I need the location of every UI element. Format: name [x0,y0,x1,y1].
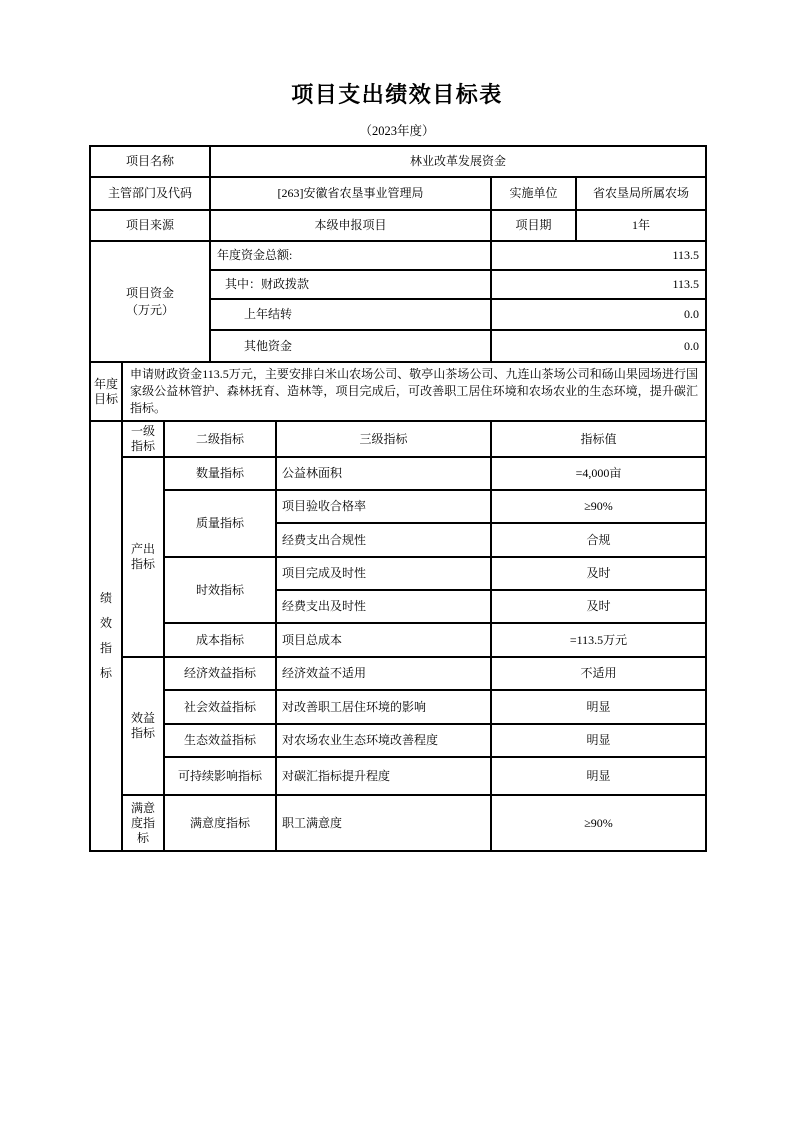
source-value: 本级申报项目 [210,210,491,241]
period-value: 1年 [576,210,706,241]
funding-item-value: 113.5 [491,241,706,270]
l2-cell: 时效指标 [164,557,276,623]
l2-cell: 质量指标 [164,490,276,557]
l3-cell: 项目完成及时性 [276,557,491,590]
l2-cell: 经济效益指标 [164,657,276,690]
l3-cell: 职工满意度 [276,795,491,851]
project-name-label: 项目名称 [90,146,210,177]
annual-goal-row [90,362,706,421]
header-l3: 三级指标 [276,421,491,457]
period-label: 项目期 [491,210,576,241]
value-cell: 明显 [491,757,706,795]
l2-cell: 满意度指标 [164,795,276,851]
value-cell: 明显 [491,690,706,724]
value-cell: 及时 [491,557,706,590]
indicator-row [90,657,706,690]
funding-item-label: 年度资金总额: [210,241,491,270]
funding-item-value: 113.5 [491,270,706,299]
indicator-row [90,690,706,724]
indicator-row [90,557,706,590]
l3-cell: 经费支出合规性 [276,523,491,557]
value-cell: ≥90% [491,795,706,851]
dept-value: [263]安徽省农垦事业管理局 [210,177,491,210]
l2-cell: 数量指标 [164,457,276,490]
indicator-row [90,457,706,490]
value-cell: 明显 [491,724,706,757]
indicator-row [90,490,706,523]
l3-cell: 经济效益不适用 [276,657,491,690]
value-cell: 不适用 [491,657,706,690]
annual-goal-text: 申请财政资金113.5万元，主要安排白米山农场公司、敬亭山茶场公司、九连山茶场公司和砀山果园场进行国家级公益林管护、森林抚育、造林等，项目完成后，可改善职工居住环境和农场农业的生态环境，提升碳汇指标。 [122,362,706,421]
page-title: 项目支出绩效目标表 [291,82,503,107]
funding-item-value: 0.0 [491,330,706,362]
dept-label: 主管部门及代码 [90,177,210,210]
source-label: 项目来源 [90,210,210,241]
header-value: 指标值 [491,421,706,457]
annual-goal-label: 年度目标 [90,362,122,421]
value-cell: =4,000亩 [491,457,706,490]
value-cell: 合规 [491,523,706,557]
page-subtitle: （2023年度） [359,124,435,138]
value-cell: =113.5万元 [491,623,706,657]
l2-cell: 可持续影响指标 [164,757,276,795]
l3-cell: 对改善职工居住环境的影响 [276,690,491,724]
table-row [90,146,706,177]
l3-cell: 公益林面积 [276,457,491,490]
l1-cell: 产出指标 [122,457,164,657]
table-row [90,210,706,241]
l3-cell: 对农场农业生态环境改善程度 [276,724,491,757]
l3-cell: 项目验收合格率 [276,490,491,523]
funding-item-label: 其中：财政拨款 [210,270,491,299]
funding-item-value: 0.0 [491,299,706,330]
indicator-row [90,623,706,657]
indicator-row [90,795,706,851]
value-cell: 及时 [491,590,706,623]
header-l2: 二级指标 [164,421,276,457]
project-name-value: 林业改革发展资金 [210,146,706,177]
l1-cell: 效益指标 [122,657,164,795]
l3-cell: 项目总成本 [276,623,491,657]
table-row [90,177,706,210]
funding-item-label: 其他资金 [210,330,491,362]
indicator-row [90,757,706,795]
l2-cell: 生态效益指标 [164,724,276,757]
l2-cell: 成本指标 [164,623,276,657]
indicator-row [90,724,706,757]
l1-cell: 满意度指标 [122,795,164,851]
performance-target-table [89,145,707,852]
value-cell: ≥90% [491,490,706,523]
l3-cell: 经费支出及时性 [276,590,491,623]
impl-unit-value: 省农垦局所属农场 [576,177,706,210]
l2-cell: 社会效益指标 [164,690,276,724]
indicator-group-label: 绩效指标 [90,421,122,851]
funding-item-label: 上年结转 [210,299,491,330]
header-l1: 一级指标 [122,421,164,457]
l3-cell: 对碳汇指标提升程度 [276,757,491,795]
funding-label: 项目资金（万元） [90,241,210,362]
funding-row [90,241,706,270]
impl-unit-label: 实施单位 [491,177,576,210]
indicator-header-row [90,421,706,457]
